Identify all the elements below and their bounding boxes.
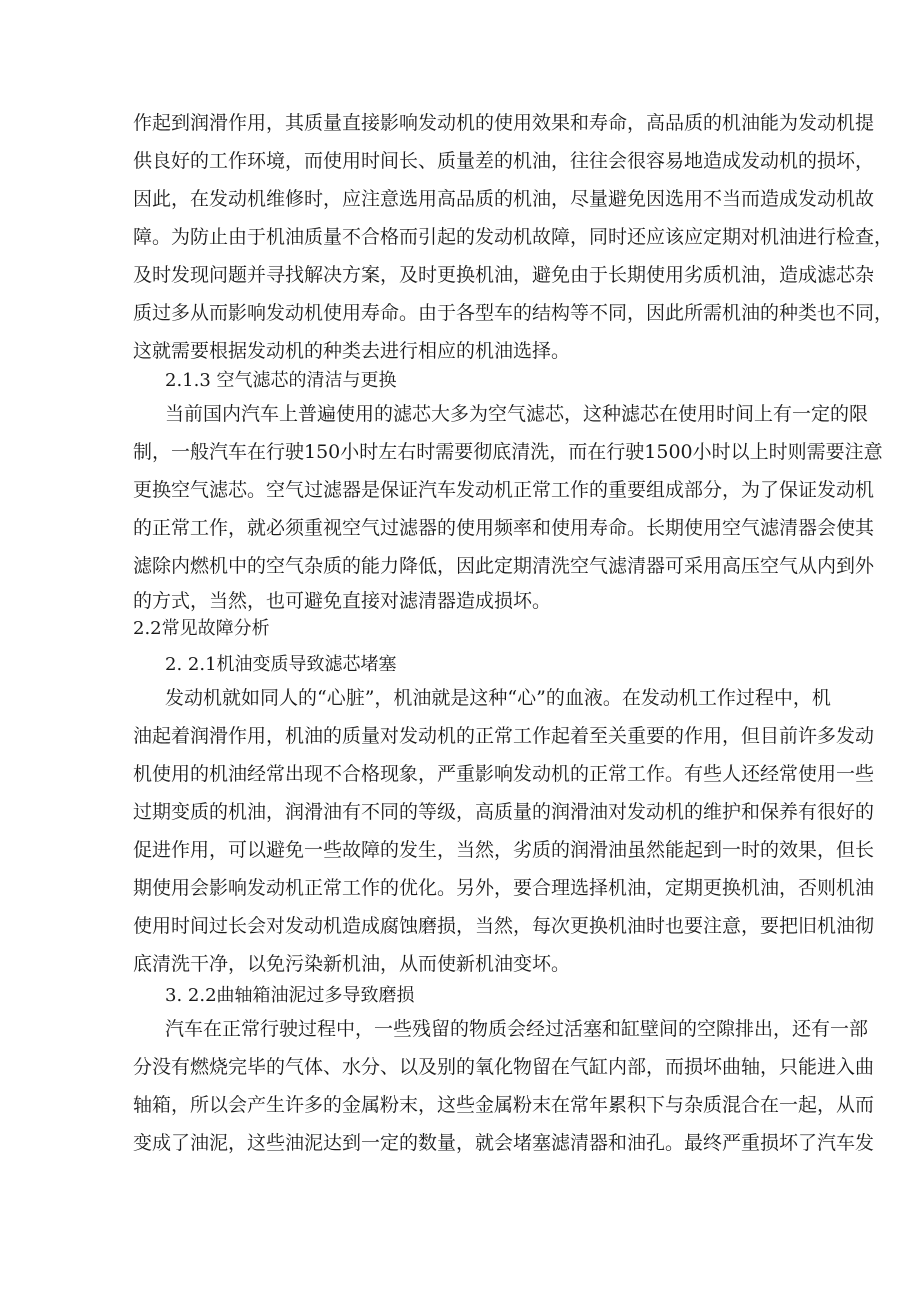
paragraph-line: 的正常工作，就必须重视空气过滤器的使用频率和使用寿命。长期使用空气滤清器会使其 <box>133 517 875 539</box>
section-heading-2-2: 2.2常见故障分析 <box>133 618 270 639</box>
paragraph-line: 供良好的工作环境，而使用时间长、质量差的机油，往往会很容易地造成发动机的损坏， <box>133 150 875 172</box>
paragraph-line: 油起着润滑作用，机油的质量对发动机的正常工作起着至关重要的作用，但目前许多发动 <box>133 725 875 747</box>
paragraph-line: 轴箱，所以会产生许多的金属粉末，这些金属粉末在常年累积下与杂质混合在一起，从而 <box>133 1094 875 1116</box>
paragraph-line: 分没有燃烧完毕的气体、水分、以及别的氧化物留在气缸内部，而损坏曲轴，只能进入曲 <box>133 1056 875 1078</box>
paragraph-line: 作起到润滑作用，其质量直接影响发动机的使用效果和寿命，高品质的机油能为发动机提 <box>133 112 875 134</box>
paragraph-line: 过期变质的机油，润滑油有不同的等级，高质量的润滑油对发动机的维护和保养有很好的 <box>133 801 875 823</box>
paragraph-line: 障。为防止由于机油质量不合格而引起的发动机故障，同时还应该应定期对机油进行检查， <box>133 226 894 248</box>
paragraph-line: 底清洗干净，以免污染新机油，从而使新机油变坏。 <box>133 953 571 975</box>
paragraph-line: 汽车在正常行驶过程中，一些残留的物质会经过活塞和缸壁间的空隙排出，还有一部 <box>165 1018 869 1040</box>
paragraph-line: 滤除内燃机中的空气杂质的能力降低，因此定期清洗空气滤清器可采用高压空气从内到外 <box>133 555 875 577</box>
section-heading-2-1-3: 2.1.3 空气滤芯的清洁与更换 <box>165 370 397 391</box>
paragraph-line: 这就需要根据发动机的种类去进行相应的机油选择。 <box>133 340 571 362</box>
paragraph-line: 因此，在发动机维修时，应注意选用高品质的机油，尽量避免因选用不当而造成发动机故 <box>133 188 875 210</box>
section-heading-2-2-2: 3. 2.2曲轴箱油泥过多导致磨损 <box>165 985 415 1006</box>
paragraph-line: 期使用会影响发动机正常工作的优化。另外，要合理选择机油，定期更换机油，否则机油 <box>133 877 875 899</box>
paragraph-line: 更换空气滤芯。空气过滤器是保证汽车发动机正常工作的重要组成部分，为了保证发动机 <box>133 479 875 501</box>
paragraph-line: 变成了油泥，这些油泥达到一定的数量，就会堵塞滤清器和油孔。最终严重损坏了汽车发 <box>133 1132 875 1154</box>
section-heading-2-2-1: 2. 2.1机油变质导致滤芯堵塞 <box>165 654 397 675</box>
paragraph-line: 质过多从而影响发动机使用寿命。由于各型车的结构等不同，因此所需机油的种类也不同， <box>133 302 894 324</box>
paragraph-line: 促进作用，可以避免一些故障的发生，当然，劣质的润滑油虽然能起到一时的效果，但长 <box>133 839 875 861</box>
paragraph-line: 的方式，当然，也可避免直接对滤清器造成损坏。 <box>133 590 552 612</box>
paragraph-line: 及时发现问题并寻找解决方案，及时更换机油，避免由于长期使用劣质机油，造成滤芯杂 <box>133 264 875 286</box>
paragraph-line: 机使用的机油经常出现不合格现象，严重影响发动机的正常工作。有些人还经常使用一些 <box>133 763 875 785</box>
paragraph-line: 使用时间过长会对发动机造成腐蚀磨损，当然，每次更换机油时也要注意，要把旧机油彻 <box>133 915 875 937</box>
paragraph-line: 发动机就如同人的“心脏”，机油就是这种“心”的血液。在发动机工作过程中，机 <box>165 687 831 709</box>
paragraph-line: 当前国内汽车上普遍使用的滤芯大多为空气滤芯，这种滤芯在使用时间上有一定的限 <box>165 403 869 425</box>
paragraph-line: 制，一般汽车在行驶150小时左右时需要彻底清洗，而在行驶1500小时以上时则需要注意 <box>133 441 883 463</box>
